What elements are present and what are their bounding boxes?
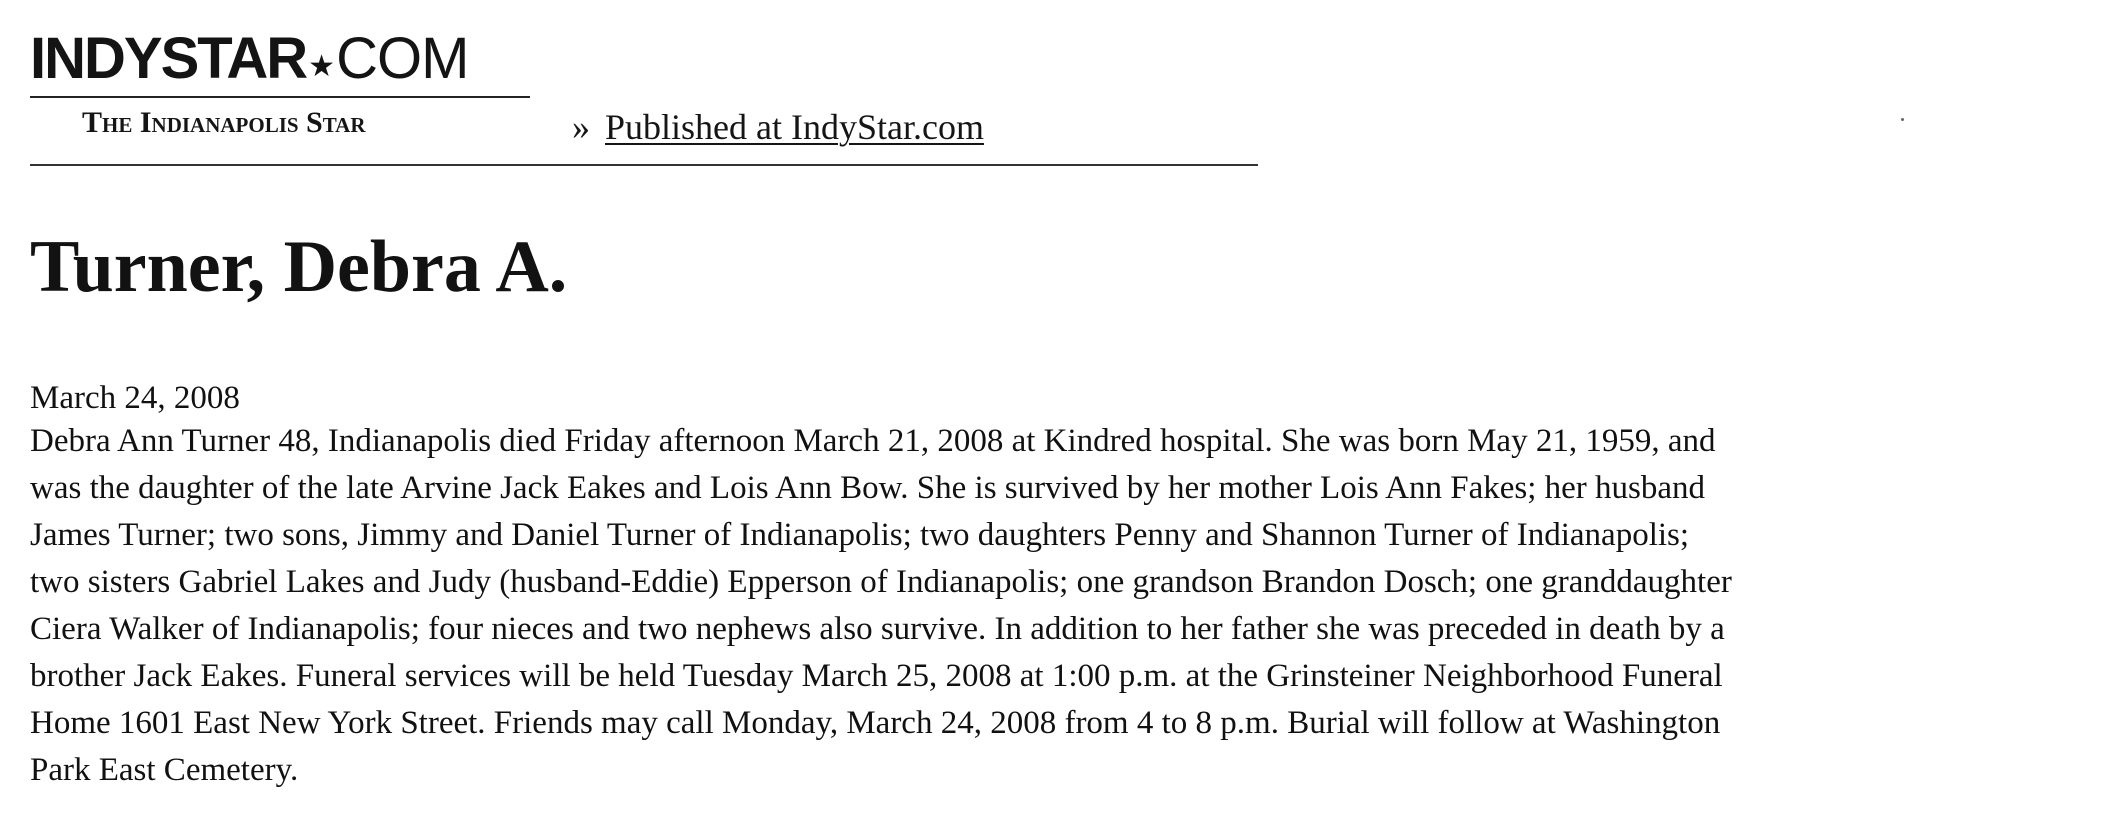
logo-com-text: COM: [336, 26, 469, 91]
body-line: Home 1601 East New York Street. Friends may call Monday, March 24, 2008 from 4 to 8 p.m. Burial will follow at Washington: [30, 705, 1721, 741]
published-link[interactable]: Published at IndyStar.com: [605, 107, 984, 147]
logo-wordmark: [30, 26, 535, 91]
body-line: Debra Ann Turner 48, Indianapolis died Friday afternoon March 21, 2008 at Kindred hospital. She was born May 21, 1959, and: [30, 423, 1716, 459]
body-line: Ciera Walker of Indianapolis; four nieces and two nephews also survive. In addition to her father she was preceded in death by a: [30, 611, 1725, 647]
obituary-body: [30, 418, 2116, 794]
body-line: James Turner; two sons, Jimmy and Daniel Turner of Indianapolis; two daughters Penny and Shannon Turner of Indianapolis;: [30, 517, 1690, 553]
obituary-date: March 24, 2008: [30, 380, 240, 416]
body-line: Park East Cemetery.: [30, 752, 299, 788]
double-chevron-icon: »: [572, 107, 590, 147]
published-line: [572, 106, 984, 148]
masthead: [30, 26, 1260, 170]
body-line: was the daughter of the late Arvine Jack Eakes and Lois Ann Bow. She is survived by her mother Lois Ann Fakes; her husband: [30, 470, 1706, 506]
body-line: brother Jack Eakes. Funeral services will be held Tuesday March 25, 2008 at 1:00 p.m. at the Grinsteiner Neighborhood Funeral: [30, 658, 1723, 694]
logo-indy-text: INDYSTAR: [30, 26, 307, 91]
indystar-logo: [30, 26, 535, 139]
obituary-title: Turner, Debra A.: [30, 226, 568, 308]
masthead-divider: [30, 164, 1258, 166]
body-line: two sisters Gabriel Lakes and Judy (husband-Eddie) Epperson of Indianapolis; one grandson Brandon Dosch; one granddaughter: [30, 564, 1732, 600]
star-icon: ★: [308, 49, 336, 84]
scan-speck: [1901, 118, 1904, 121]
logo-subtitle: The Indianapolis Star: [82, 106, 366, 139]
logo-underline: [30, 96, 530, 98]
